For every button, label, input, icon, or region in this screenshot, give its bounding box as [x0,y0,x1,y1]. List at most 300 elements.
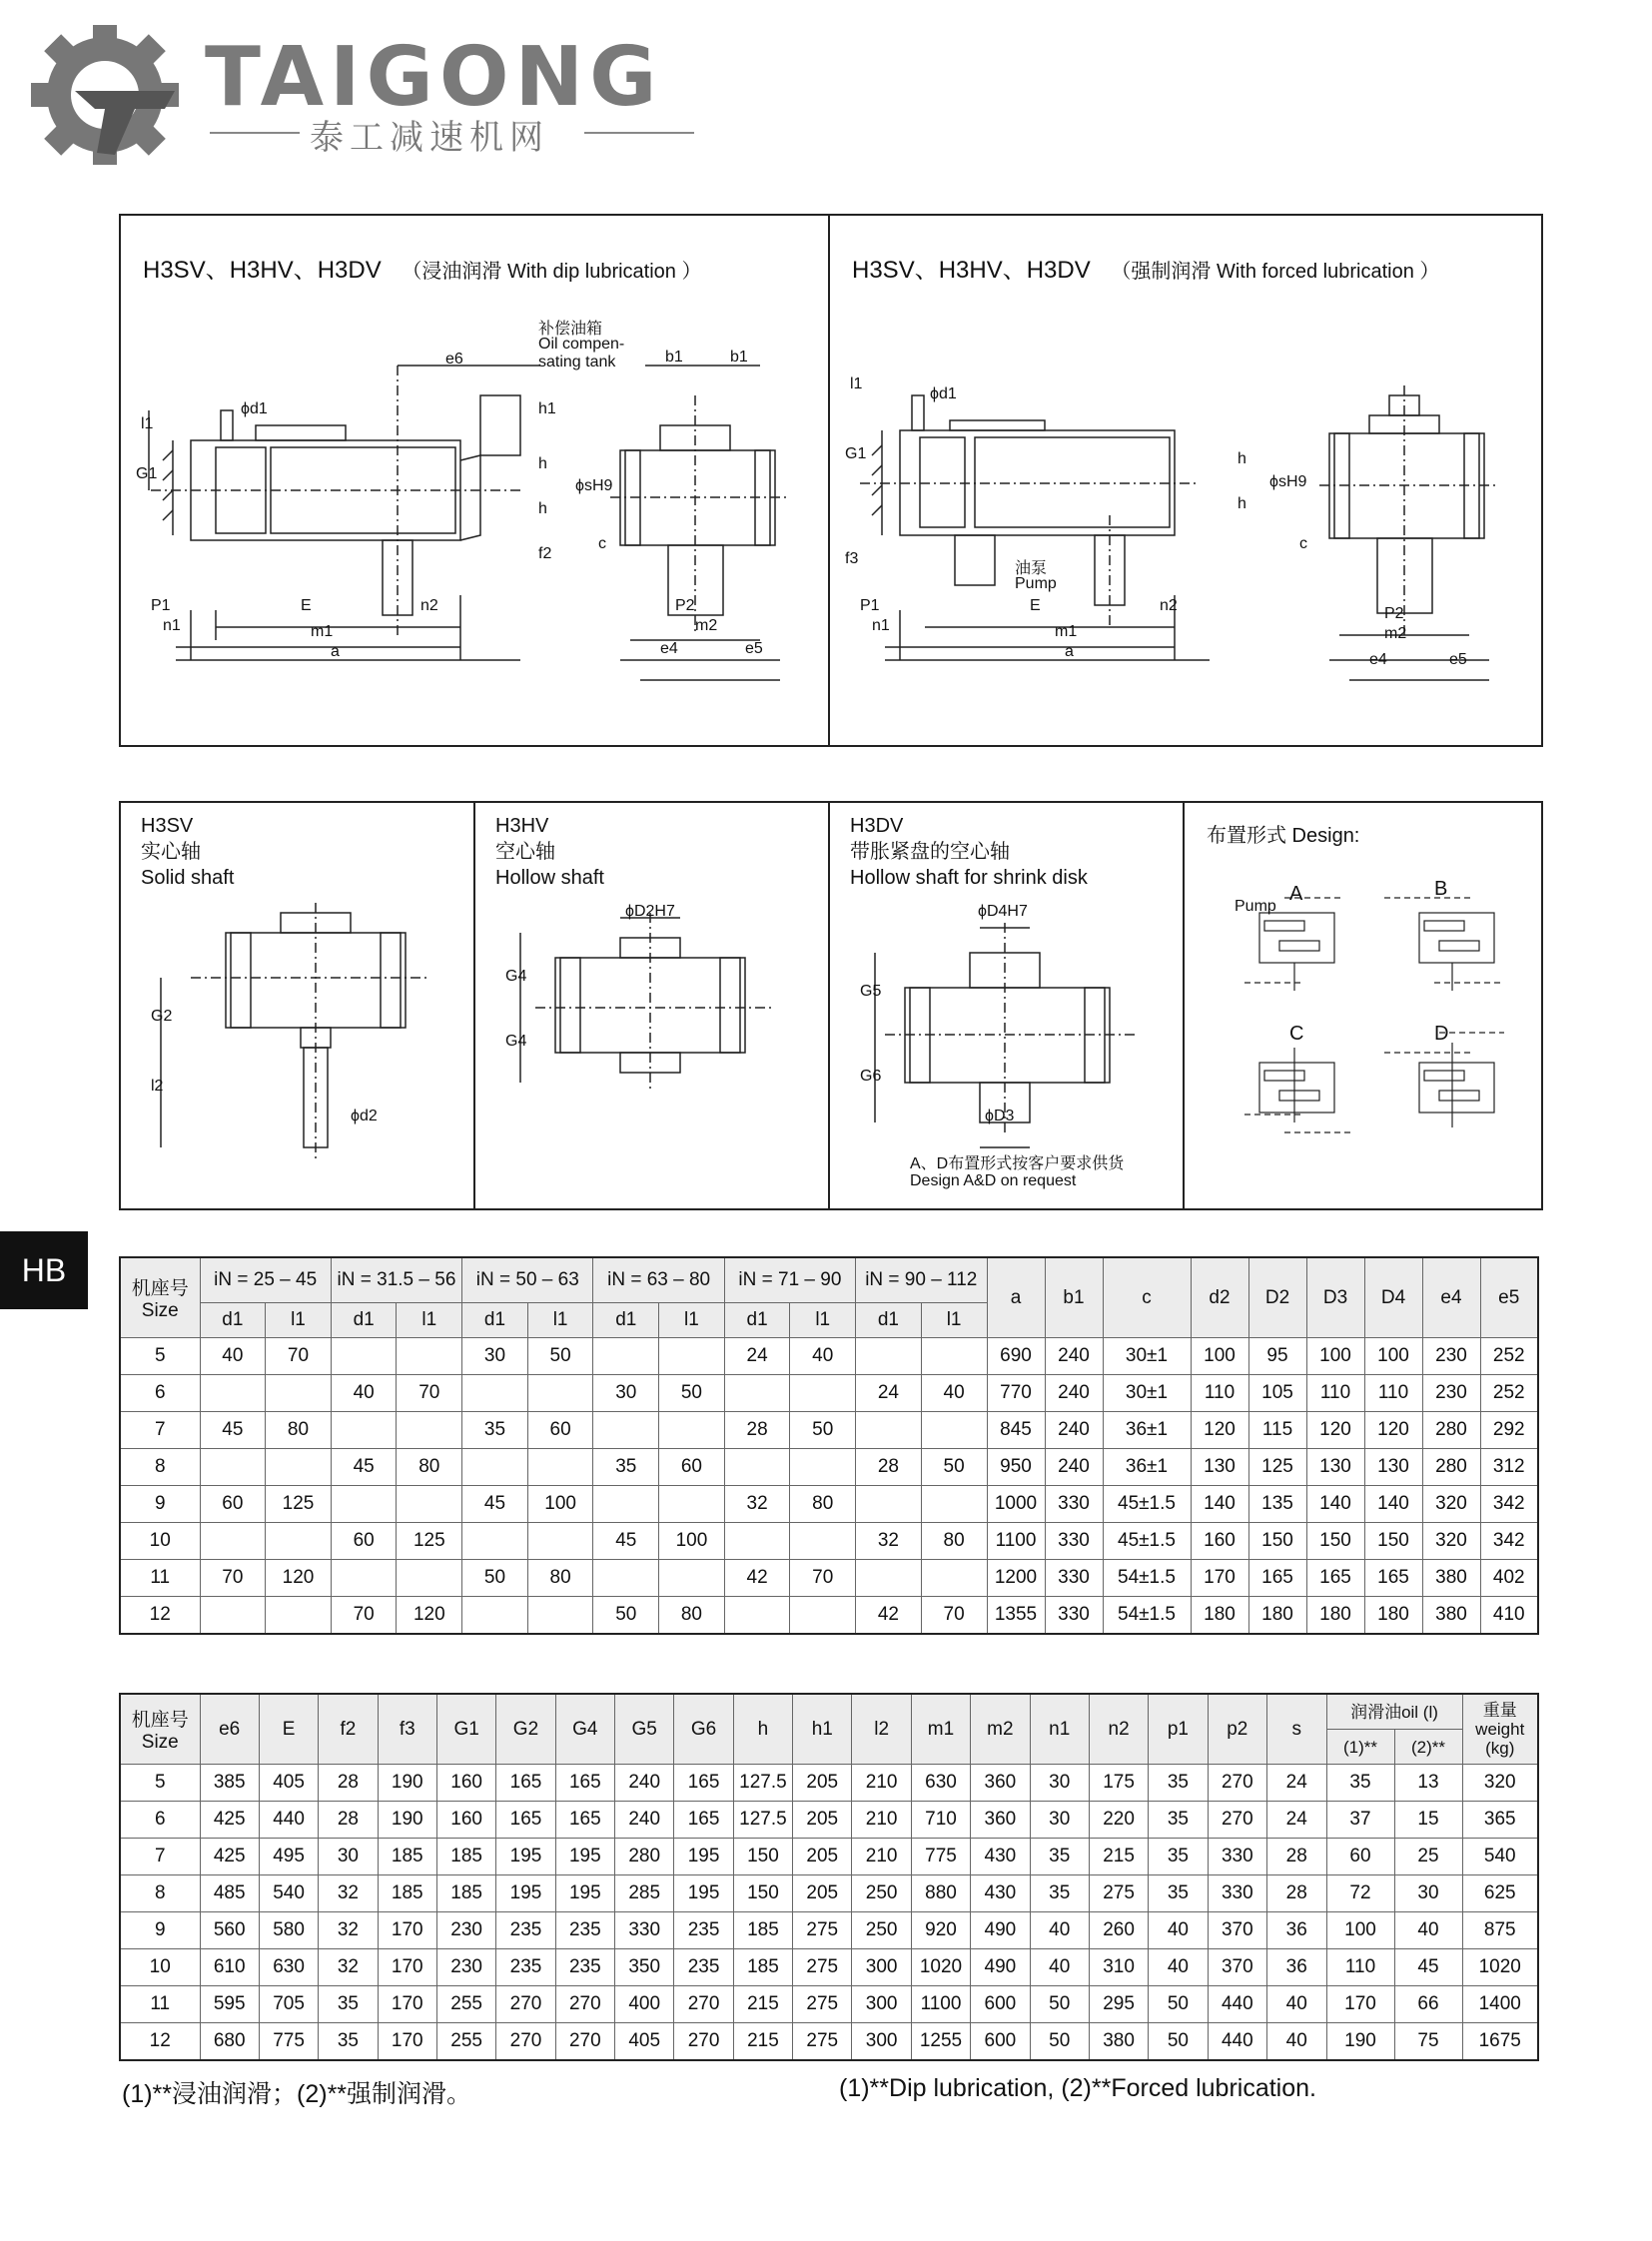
table-cell [921,1486,987,1523]
sub-header-d1: d1 [593,1303,659,1338]
table-cell: 430 [971,1875,1030,1912]
table-cell: 240 [1045,1449,1103,1486]
table-cell: 380 [1089,2023,1148,2061]
table-cell: 40 [200,1338,266,1375]
table-cell: 50 [1149,1986,1208,2023]
dim-c: c [1299,535,1307,552]
design-d-icon [1384,1033,1504,1127]
table-cell: 880 [911,1875,970,1912]
col-header: m1 [911,1694,970,1765]
table-cell: 275 [793,1949,852,1986]
table-cell: 160 [436,1802,495,1839]
table-cell: 292 [1480,1412,1538,1449]
table-cell: 230 [436,1912,495,1949]
design-title: 布置形式 Design: [1207,825,1360,847]
col-header: d2 [1191,1257,1248,1338]
table-cell: 70 [266,1338,332,1375]
table-cell: 70 [790,1560,856,1597]
dim-n2: n2 [420,597,438,614]
table-cell: 150 [1248,1523,1306,1560]
table-cell: 50 [1030,1986,1089,2023]
size-cell: 10 [120,1949,200,1986]
table-cell: 165 [496,1765,555,1802]
table-cell: 105 [1248,1375,1306,1412]
size-header-cn: 机座号 [131,1710,189,1731]
dim-E: E [301,597,312,614]
table-cell: 70 [921,1597,987,1635]
table-cell: 312 [1480,1449,1538,1486]
table-cell [659,1560,725,1597]
h3dv-cn: 带胀紧盘的空心轴 [850,841,1010,863]
table-cell: 1100 [911,1986,970,2023]
table-cell: 120 [1306,1412,1364,1449]
weight-header: 重量weight (kg) [1462,1694,1538,1765]
dim-P1: P1 [151,597,171,614]
table-cell [200,1597,266,1635]
size-cell: 5 [120,1338,200,1375]
table-cell: 240 [1045,1338,1103,1375]
table-cell: 42 [856,1597,922,1635]
table-cell [527,1375,593,1412]
table-cell: 60 [200,1486,266,1523]
dim-h1: h1 [538,400,556,417]
sub-header-d1: d1 [856,1303,922,1338]
table-cell [921,1560,987,1597]
table1-header-row1 [120,1257,1538,1303]
table2-body [120,1765,1538,2061]
table-cell: 30 [1030,1765,1089,1802]
table-cell: 30 [593,1375,659,1412]
table-cell: 275 [793,1912,852,1949]
table-cell: 32 [856,1523,922,1560]
table-cell: 24 [724,1338,790,1375]
table-cell: 595 [200,1986,259,2023]
table-cell [527,1449,593,1486]
table-cell: 125 [266,1486,332,1523]
table-cell [331,1560,397,1597]
dim-G4-upper: G4 [505,968,527,985]
table-cell: 30±1 [1103,1338,1191,1375]
table-cell: 140 [1191,1486,1248,1523]
table-cell [790,1375,856,1412]
table-cell: 70 [200,1560,266,1597]
oil-tank-label-cn: 补偿油箱 [538,321,603,338]
table-cell [790,1449,856,1486]
table-cell [462,1597,528,1635]
table-cell [397,1338,462,1375]
size-cell: 5 [120,1765,200,1802]
table-cell: 32 [319,1949,378,1986]
table-cell: 35 [1149,1875,1208,1912]
dim-e5: e5 [745,640,763,657]
table-cell [724,1449,790,1486]
table-cell: 300 [852,1986,911,2023]
table-cell: 115 [1248,1412,1306,1449]
table-cell [200,1375,266,1412]
table-cell: 210 [852,1765,911,1802]
table-cell: 560 [200,1912,259,1949]
dim-f3: f3 [845,550,859,567]
h3dv-title: H3DV [850,815,904,837]
table-cell: 235 [555,1949,614,1986]
dim-phid1: ϕd1 [241,400,268,417]
table-row [120,1412,1538,1449]
table-cell: 170 [378,2023,436,2061]
table-cell: 350 [615,1949,674,1986]
dim-P2: P2 [675,597,695,614]
table-cell: 295 [1089,1986,1148,2023]
dim-l1: l1 [141,415,154,432]
table-cell [724,1523,790,1560]
table-cell: 430 [971,1839,1030,1875]
table-cell: 285 [615,1875,674,1912]
col-header: p2 [1208,1694,1266,1765]
table-cell: 24 [856,1375,922,1412]
size-cell: 6 [120,1802,200,1839]
dim-e4: e4 [660,640,678,657]
col-header: e5 [1480,1257,1538,1338]
table-cell: 280 [1422,1412,1480,1449]
table-cell: 40 [1030,1912,1089,1949]
table-cell [266,1597,332,1635]
h3hv-en: Hollow shaft [495,867,604,889]
table-cell: 580 [259,1912,318,1949]
table-cell: 40 [1266,1986,1326,2023]
dim-n2: n2 [1160,597,1178,614]
table-cell: 15 [1394,1802,1462,1839]
table-cell: 130 [1364,1449,1422,1486]
table-cell: 72 [1326,1875,1394,1912]
dim-e5: e5 [1449,651,1467,668]
dim-P1: P1 [860,597,880,614]
table-cell: 70 [397,1375,462,1412]
dip-lubrication-drawing [121,216,830,745]
table-cell: 845 [987,1412,1045,1449]
table-cell: 235 [496,1912,555,1949]
dim-phid1: ϕd1 [930,385,957,402]
table-cell: 40 [1266,2023,1326,2061]
design-c-icon [1244,1048,1354,1132]
table-cell: 75 [1394,2023,1462,2061]
table-cell [593,1560,659,1597]
table-cell: 1355 [987,1597,1045,1635]
dim-G2: G2 [151,1008,173,1025]
table-cell: 440 [1208,1986,1266,2023]
size-header-cn: 机座号 [131,1278,189,1299]
table-cell: 120 [397,1597,462,1635]
dim-G1: G1 [136,465,158,482]
table-cell [462,1449,528,1486]
table-cell: 80 [659,1597,725,1635]
size-cell: 9 [120,1486,200,1523]
table-cell: 40 [1149,1949,1208,1986]
brand-divider-right [584,132,694,134]
table-cell: 170 [378,1912,436,1949]
table-cell [790,1597,856,1635]
forced-panel-subtitle: （强制润滑 With forced lubrication ） [1111,261,1440,283]
dim-a: a [1065,643,1074,660]
table-cell: 250 [852,1875,911,1912]
size-cell: 7 [120,1412,200,1449]
table-cell: 35 [1149,1802,1208,1839]
table-cell: 1020 [1462,1949,1538,1986]
size-header-en: Size [141,1732,179,1753]
table-cell: 270 [555,2023,614,2061]
dim-n1: n1 [872,617,890,634]
table-cell: 270 [496,1986,555,2023]
table-cell: 127.5 [733,1765,792,1802]
table-cell: 165 [555,1765,614,1802]
col-header: E [259,1694,318,1765]
table-cell: 255 [436,2023,495,2061]
table-cell: 28 [319,1765,378,1802]
size-cell: 12 [120,1597,200,1635]
h3hv-panel [473,801,832,1210]
table-cell: 28 [856,1449,922,1486]
h3dv-panel [828,801,1187,1210]
table-cell: 270 [496,2023,555,2061]
section-tab-hb: HB [0,1231,88,1309]
col-header: h1 [793,1694,852,1765]
table-row [120,1839,1538,1875]
table-cell: 35 [593,1449,659,1486]
table-cell: 875 [1462,1912,1538,1949]
table-cell: 36 [1266,1949,1326,1986]
dim-P2: P2 [1384,605,1404,622]
table-cell: 80 [921,1523,987,1560]
table-cell [397,1560,462,1597]
table-cell: 24 [1266,1802,1326,1839]
table-cell: 160 [1191,1523,1248,1560]
h3dv-en: Hollow shaft for shrink disk [850,867,1088,889]
dim-m1: m1 [1055,623,1078,640]
table-cell: 300 [852,2023,911,2061]
col-header: G6 [674,1694,733,1765]
table-cell: 215 [733,2023,792,2061]
table-cell: 54±1.5 [1103,1560,1191,1597]
table-cell: 255 [436,1986,495,2023]
table-cell: 40 [1149,1912,1208,1949]
ratio-group-header: iN = 63 – 80 [593,1257,724,1303]
table-cell: 130 [1306,1449,1364,1486]
table-row [120,1986,1538,2023]
table-cell: 252 [1480,1375,1538,1412]
dim-phid2: ϕd2 [351,1108,378,1124]
table-cell [593,1338,659,1375]
dim-phiD3: ϕD3 [985,1108,1015,1124]
sub-header-l1: l1 [397,1303,462,1338]
table-cell: 165 [674,1765,733,1802]
table-cell: 195 [496,1875,555,1912]
table-cell: 950 [987,1449,1045,1486]
table-cell [266,1375,332,1412]
design-panel [1183,801,1543,1210]
table-cell [790,1523,856,1560]
table-cell: 485 [200,1875,259,1912]
dim-phiD2H7: ϕD2H7 [625,903,675,920]
table-cell: 275 [793,2023,852,2061]
table-cell: 920 [911,1912,970,1949]
table-cell: 35 [1149,1839,1208,1875]
col-header: f2 [319,1694,378,1765]
table-cell: 330 [1045,1560,1103,1597]
table-cell: 320 [1422,1523,1480,1560]
table-cell: 35 [1149,1765,1208,1802]
sub-header-d1: d1 [724,1303,790,1338]
table-cell: 540 [259,1875,318,1912]
table-cell: 625 [1462,1875,1538,1912]
table-cell: 30 [1030,1802,1089,1839]
table-cell: 250 [852,1912,911,1949]
size-header [120,1257,200,1338]
table-cell [331,1486,397,1523]
col-header: b1 [1045,1257,1103,1338]
forced-lubrication-drawing [830,216,1541,745]
table-cell [921,1412,987,1449]
oil-sub-header-forced: (2)** [1394,1730,1462,1765]
table-cell: 1020 [911,1949,970,1986]
oil-tank-label-en2: sating tank [538,354,616,371]
table-cell: 100 [1326,1912,1394,1949]
table-cell [593,1486,659,1523]
table-cell: 240 [1045,1412,1103,1449]
design-arrangement-drawing [1185,803,1541,1208]
dim-m2: m2 [695,617,718,634]
sub-header-l1: l1 [527,1303,593,1338]
table-cell: 190 [378,1802,436,1839]
table-cell: 45 [200,1412,266,1449]
table-cell: 190 [378,1765,436,1802]
table-cell: 60 [1326,1839,1394,1875]
h3hv-drawing [475,803,830,1208]
table-cell: 36±1 [1103,1449,1191,1486]
table-cell: 185 [436,1839,495,1875]
table-cell: 230 [1422,1375,1480,1412]
dim-phiD4H7: ϕD4H7 [978,903,1028,920]
table-cell: 205 [793,1802,852,1839]
table-cell: 50 [593,1597,659,1635]
sub-header-d1: d1 [331,1303,397,1338]
general-dimension-table [119,1693,1539,2061]
table-cell: 32 [724,1486,790,1523]
ratio-group-header: iN = 71 – 90 [724,1257,855,1303]
table-cell: 240 [615,1765,674,1802]
table-cell: 50 [527,1338,593,1375]
table-cell: 275 [1089,1875,1148,1912]
table-cell: 35 [319,2023,378,2061]
table-cell: 365 [1462,1802,1538,1839]
shaft-dimension-table [119,1256,1539,1635]
design-d-label: D [1434,1023,1449,1045]
dim-h-lower: h [1238,495,1246,512]
table-cell: 775 [911,1839,970,1875]
table-cell: 310 [1089,1949,1148,1986]
table-cell: 127.5 [733,1802,792,1839]
ratio-group-header: iN = 31.5 – 56 [331,1257,461,1303]
sub-header-l1: l1 [790,1303,856,1338]
col-header: G1 [436,1694,495,1765]
h3sv-cn: 实心轴 [141,841,201,863]
table-cell: 490 [971,1949,1030,1986]
table-cell: 125 [1248,1449,1306,1486]
h3hv-cn: 空心轴 [495,841,555,863]
dim-phisH9: ϕsH9 [1269,473,1307,490]
table-cell: 180 [1306,1597,1364,1635]
dim-a: a [331,643,340,660]
table-cell: 13 [1394,1765,1462,1802]
size-cell: 9 [120,1912,200,1949]
table-cell: 630 [911,1765,970,1802]
table-cell: 170 [1191,1560,1248,1597]
table-cell: 342 [1480,1523,1538,1560]
table-row [120,1486,1538,1523]
size-cell: 10 [120,1523,200,1560]
table-cell: 30 [319,1839,378,1875]
table-cell: 185 [378,1875,436,1912]
sub-header-l1: l1 [659,1303,725,1338]
table-cell: 185 [733,1949,792,1986]
table-cell [200,1449,266,1486]
table-cell: 50 [790,1412,856,1449]
table-cell: 36 [1266,1912,1326,1949]
table-cell: 235 [496,1949,555,1986]
size-cell: 8 [120,1875,200,1912]
table-cell: 540 [1462,1839,1538,1875]
table-cell: 100 [1364,1338,1422,1375]
dim-h-lower: h [538,500,547,517]
table-cell: 370 [1208,1949,1266,1986]
table-cell: 270 [555,1986,614,2023]
table-cell: 215 [1089,1839,1148,1875]
table-cell [856,1338,922,1375]
brand-divider-left [210,132,300,134]
table-cell: 45±1.5 [1103,1486,1191,1523]
table-cell [856,1486,922,1523]
table-cell [397,1412,462,1449]
table-cell: 35 [1030,1839,1089,1875]
table-cell: 320 [1462,1765,1538,1802]
col-header: e4 [1422,1257,1480,1338]
table-cell: 205 [793,1839,852,1875]
table-cell: 360 [971,1765,1030,1802]
size-cell: 8 [120,1449,200,1486]
table-cell [856,1412,922,1449]
pump-label-cn: 油泵 [1015,560,1048,577]
table-cell: 1200 [987,1560,1045,1597]
table-cell: 400 [615,1986,674,2023]
table-cell: 190 [1326,2023,1394,2061]
table-cell: 1100 [987,1523,1045,1560]
table-cell: 66 [1394,1986,1462,2023]
dim-phisH9: ϕsH9 [575,477,613,494]
dim-G4-lower: G4 [505,1033,527,1050]
table2-header-row1 [120,1694,1538,1730]
table-cell: 100 [1306,1338,1364,1375]
table-cell: 32 [319,1912,378,1949]
table1-body [120,1338,1538,1635]
col-header: s [1266,1694,1326,1765]
col-header: m2 [971,1694,1030,1765]
table-row [120,1949,1538,1986]
table-cell: 610 [200,1949,259,1986]
table-cell: 405 [259,1765,318,1802]
dim-l2: l2 [151,1078,164,1095]
table-cell: 32 [319,1875,378,1912]
table-cell: 35 [1030,1875,1089,1912]
table-cell: 30 [462,1338,528,1375]
table-cell: 195 [674,1875,733,1912]
table-cell: 165 [555,1802,614,1839]
